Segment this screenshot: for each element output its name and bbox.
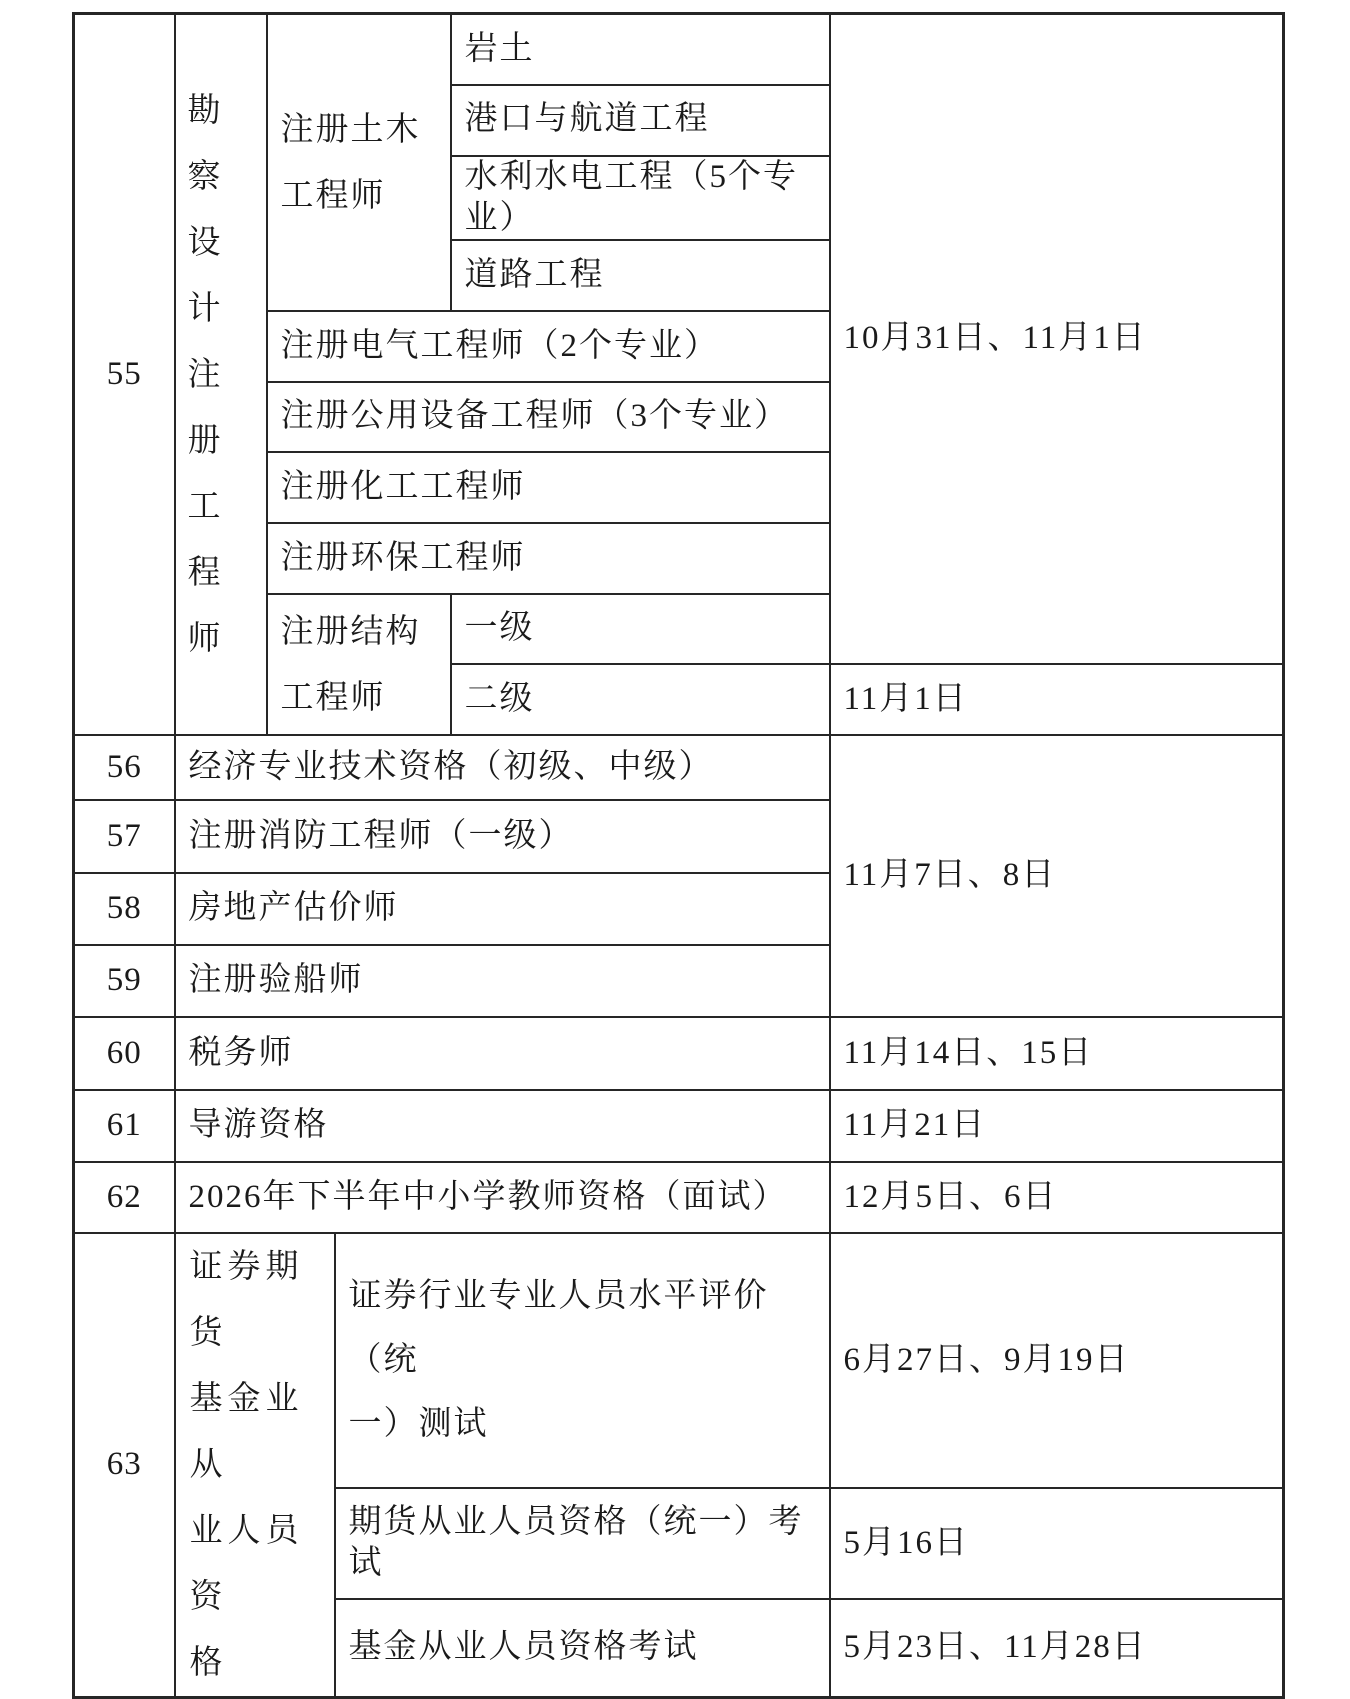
text-line: 师 [187,620,228,657]
subcategory-structural-engineer [267,594,451,735]
date-63-3: 5月23日、11月28日 [830,1599,1284,1698]
text-line: 注册 [187,356,228,459]
text-line: 一）测试 [348,1406,489,1443]
cell-level-1: 一级 [451,594,830,664]
date-62: 12月5日、6日 [830,1162,1284,1233]
text-line: 业人员资 [189,1513,304,1615]
date-63-1: 6月27日、9月19日 [830,1233,1284,1488]
date-level-2: 11月1日 [830,664,1284,735]
cell-water-conservancy: 水利水电工程（5个专业） [451,156,830,241]
row-number-58: 58 [74,873,175,945]
cell-chemical-engineer: 注册化工工程师 [267,452,830,523]
cell-tour-guide: 导游资格 [175,1090,830,1162]
cell-public-utility-engineer: 注册公用设备工程师（3个专业） [267,382,830,452]
document-page [72,12,1285,1699]
cell-teacher-qualification: 2026年下半年中小学教师资格（面试） [175,1162,830,1233]
cell-ship-surveyor: 注册验船师 [175,945,830,1017]
cell-futures-exam: 期货从业人员资格（统一）考试 [335,1488,830,1599]
category-survey-design-engineer [175,14,267,736]
row-number-59: 59 [74,945,175,1017]
date-56-59: 11月7日、8日 [830,735,1284,1017]
cell-tax-agent: 税务师 [175,1017,830,1090]
row-number-56: 56 [74,735,175,800]
date-61: 11月21日 [830,1090,1284,1162]
date-63-2: 5月16日 [830,1488,1284,1599]
row-number-60: 60 [74,1017,175,1090]
text-line: 工程 [187,488,228,591]
cell-geotechnical: 岩土 [451,14,830,85]
text-line: 基金业从 [189,1381,304,1483]
row-number-61: 61 [74,1090,175,1162]
cell-road-engineering: 道路工程 [451,240,830,311]
cell-real-estate-appraiser: 房地产估价师 [175,873,830,945]
cell-environmental-engineer: 注册环保工程师 [267,523,830,594]
cell-fire-engineer: 注册消防工程师（一级） [175,800,830,873]
text-line: 证券期货 [189,1249,304,1351]
subcategory-civil-engineer [267,14,451,312]
cell-level-2: 二级 [451,664,830,735]
text-line: 格 [189,1645,228,1681]
cell-port-waterway: 港口与航道工程 [451,85,830,156]
cell-economic-qualification: 经济专业技术资格（初级、中级） [175,735,830,800]
row-number-57: 57 [74,800,175,873]
date-main-55: 10月31日、11月1日 [830,14,1284,665]
row-number-62: 62 [74,1162,175,1233]
category-securities-futures-funds [175,1233,335,1698]
text-line: 证券行业专业人员水平评价（统 [348,1278,769,1379]
date-60: 11月14日、15日 [830,1017,1284,1090]
text-line: 注册结构 [280,613,421,650]
cell-fund-exam: 基金从业人员资格考试 [335,1599,830,1698]
cell-electrical-engineer: 注册电气工程师（2个专业） [267,311,830,382]
row-number-55: 55 [74,14,175,736]
exam-schedule-table [72,12,1285,1699]
text-line: 设计 [187,224,228,327]
cell-securities-evaluation-test [335,1233,830,1488]
row-number-63: 63 [74,1233,175,1698]
text-line: 工程师 [280,177,386,214]
text-line: 注册土木 [280,111,421,148]
text-line: 工程师 [280,679,386,716]
text-line: 勘察 [187,92,228,195]
